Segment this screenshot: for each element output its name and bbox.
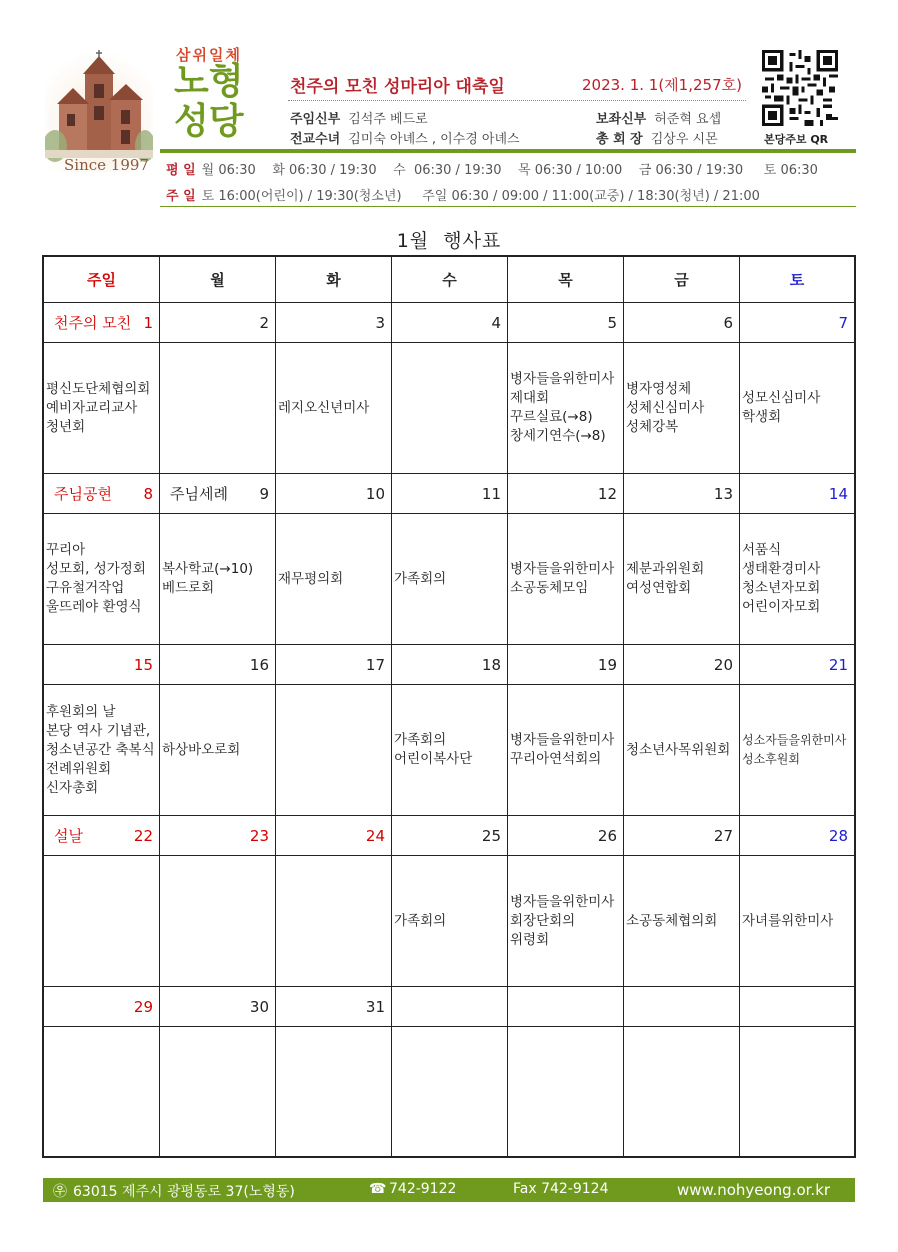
date-number: 8 <box>143 484 153 503</box>
event-cell <box>508 514 624 645</box>
day-header-sat: 토 <box>740 257 854 303</box>
footer-bar <box>43 1178 855 1202</box>
date-cell <box>624 303 740 343</box>
date-cell <box>508 474 624 514</box>
event-cell <box>44 856 160 987</box>
date-cell <box>508 303 624 343</box>
event-list: 복사학교(→10) 베드로회 <box>162 561 254 596</box>
feast-name: 주님공현 <box>54 485 112 503</box>
staff-pastor <box>290 108 428 127</box>
date-number: 29 <box>133 997 153 1016</box>
event-cell <box>160 343 276 474</box>
sunday-mass-times <box>166 185 760 204</box>
event-cell <box>392 514 508 645</box>
event-list: 후원회의 날 본당 역사 기념관, 청소년공간 축복식 전례위원회 신자총회 <box>46 703 155 796</box>
date-cell <box>160 816 276 856</box>
sunday-mass-schedule: 토 16:00(어린이) / 19:30(청소년) 주일 06:30 / 09:00 / 11:00(교중) / 18:30(청년) / 21:00 <box>201 189 760 204</box>
date-number: 30 <box>249 997 269 1016</box>
date-cell <box>740 816 854 856</box>
event-cell <box>392 685 508 816</box>
staff-assistant <box>596 108 721 127</box>
day-header-wed: 수 <box>392 257 508 303</box>
date-number: 18 <box>481 655 501 674</box>
day-header-thu: 목 <box>508 257 624 303</box>
weekday-mass-times <box>166 159 818 178</box>
event-cell <box>624 343 740 474</box>
motto: 삼위일체 <box>176 46 242 64</box>
church-name-line1: 노형 <box>174 61 244 102</box>
date-number: 27 <box>713 826 733 845</box>
event-cell <box>276 514 392 645</box>
date-number: 2 <box>259 313 269 332</box>
since-year: Since 1997 <box>64 156 149 174</box>
feast-title: 천주의 모친 성마리아 대축일 <box>290 77 505 97</box>
event-list: 성소자들을위한미사 성소후원회 <box>742 733 847 766</box>
feast-name: 주님세례 <box>170 485 228 503</box>
event-cell <box>508 343 624 474</box>
date-number: 11 <box>481 484 501 503</box>
day-header-mon: 월 <box>160 257 276 303</box>
date-number: 25 <box>481 826 501 845</box>
date-number: 17 <box>365 655 385 674</box>
date-number: 28 <box>828 826 848 845</box>
date-number: 20 <box>713 655 733 674</box>
monthly-event-calendar <box>42 255 856 1158</box>
date-number: 31 <box>365 997 385 1016</box>
event-cell <box>160 514 276 645</box>
date-cell <box>392 303 508 343</box>
sunday-mass-label: 주 일 <box>166 189 196 204</box>
date-number: 16 <box>249 655 269 674</box>
date-cell <box>276 816 392 856</box>
date-cell <box>44 474 160 514</box>
event-cell <box>740 343 854 474</box>
date-cell <box>740 987 854 1027</box>
date-cell <box>276 474 392 514</box>
day-header-tue: 화 <box>276 257 392 303</box>
qr-label: 본당주보 QR <box>764 133 829 146</box>
date-cell <box>624 987 740 1027</box>
date-number: 4 <box>491 313 501 332</box>
event-cell <box>160 685 276 816</box>
event-cell <box>392 1027 508 1158</box>
staff-value: 김상우 시몬 <box>650 132 718 147</box>
date-cell <box>44 303 160 343</box>
event-cell <box>624 1027 740 1158</box>
event-cell <box>160 1027 276 1158</box>
event-cell <box>44 514 160 645</box>
date-number: 3 <box>375 313 385 332</box>
date-cell <box>392 645 508 685</box>
date-number: 26 <box>597 826 617 845</box>
date-number: 15 <box>133 655 153 674</box>
staff-value: 허준혁 요셉 <box>654 112 722 127</box>
event-cell <box>740 685 854 816</box>
date-number: 5 <box>607 313 617 332</box>
date-cell <box>392 816 508 856</box>
event-list: 가족회의 <box>394 912 447 929</box>
event-cell <box>44 343 160 474</box>
date-cell <box>740 645 854 685</box>
weekday-mass-label: 평 일 <box>166 163 196 178</box>
event-cell <box>740 1027 854 1158</box>
event-list: 꾸리아 성모회, 성가정회 구유철거작업 울뜨레야 환영식 <box>46 542 146 615</box>
feast-name: 천주의 모친 <box>54 314 132 332</box>
date-number: 14 <box>828 484 848 503</box>
date-number: 12 <box>597 484 617 503</box>
date-cell <box>508 645 624 685</box>
event-list: 병자들을위한미사 회장단회의 위령회 <box>510 893 615 948</box>
event-list: 병자영성체 성체신심미사 성체강복 <box>626 380 705 435</box>
event-list: 서품식 생태환경미사 청소년자모회 어린이자모회 <box>742 542 821 615</box>
event-cell <box>740 856 854 987</box>
event-cell <box>44 685 160 816</box>
date-cell <box>624 474 740 514</box>
event-cell <box>740 514 854 645</box>
event-cell <box>276 343 392 474</box>
date-cell <box>160 987 276 1027</box>
weekday-mass-schedule: 월 06:30 화 06:30 / 19:30 수 06:30 / 19:30 목 06:30 / 10:00 금 06:30 / 19:30 토 06:30 <box>201 163 818 178</box>
staff-label: 보좌신부 <box>596 112 647 127</box>
header-green-bar <box>160 149 856 153</box>
website-link[interactable]: www.nohyeong.or.kr <box>677 1181 831 1199</box>
date-number: 24 <box>365 826 385 845</box>
staff-president <box>596 128 718 147</box>
date-cell <box>276 987 392 1027</box>
day-header-sun: 주일 <box>44 257 160 303</box>
date-cell <box>160 303 276 343</box>
event-list: 레지오신년미사 <box>278 399 370 416</box>
date-number: 23 <box>249 826 269 845</box>
event-cell <box>624 856 740 987</box>
event-cell <box>508 685 624 816</box>
staff-label: 전교수녀 <box>290 132 341 147</box>
event-list: 가족회의 <box>394 570 447 587</box>
date-number: 21 <box>828 655 848 674</box>
church-building-illustration <box>45 50 153 172</box>
date-cell <box>508 987 624 1027</box>
event-list: 자녀를위한미사 <box>742 912 834 929</box>
event-cell <box>392 856 508 987</box>
event-list: 병자들을위한미사 소공동체모임 <box>510 561 615 596</box>
date-cell <box>160 474 276 514</box>
event-list: 제분과위원회 여성연합회 <box>626 561 705 596</box>
event-list: 평신도단체협의회 예비자교리교사 청년회 <box>46 380 151 435</box>
date-cell <box>740 474 854 514</box>
date-cell <box>740 303 854 343</box>
date-number: 6 <box>723 313 733 332</box>
date-number: 7 <box>838 313 848 332</box>
date-cell <box>44 816 160 856</box>
phone-icon: ☎ <box>369 1181 387 1197</box>
phone-number[interactable]: 742-9122 <box>389 1181 457 1197</box>
event-cell <box>276 685 392 816</box>
event-list: 소공동체협의회 <box>626 912 718 929</box>
date-number: 10 <box>365 484 385 503</box>
header-divider <box>160 206 856 207</box>
date-cell <box>276 303 392 343</box>
staff-value: 김석주 베드로 <box>348 112 428 127</box>
event-cell <box>392 343 508 474</box>
date-cell <box>624 645 740 685</box>
staff-sisters <box>290 128 520 147</box>
date-cell <box>508 816 624 856</box>
date-cell <box>276 645 392 685</box>
event-list: 가족회의 어린이복사단 <box>394 732 473 767</box>
event-cell <box>44 1027 160 1158</box>
staff-value: 김미숙 아녜스 , 이수경 아녜스 <box>348 132 520 147</box>
issue-date: 2023. 1. 1(제1,257호) <box>582 76 742 94</box>
date-cell <box>392 474 508 514</box>
event-cell <box>276 1027 392 1158</box>
date-cell <box>44 987 160 1027</box>
date-cell <box>392 987 508 1027</box>
calendar-title: 1월 행사표 <box>396 230 502 252</box>
event-cell <box>276 856 392 987</box>
staff-label: 총 회 장 <box>596 132 643 147</box>
qr-code[interactable] <box>762 50 838 126</box>
date-number: 9 <box>259 484 269 503</box>
staff-label: 주임신부 <box>290 112 341 127</box>
event-cell <box>508 856 624 987</box>
fax-number: Fax 742-9124 <box>513 1181 609 1197</box>
event-list: 병자들을위한미사 꾸리아연석회의 <box>510 732 615 767</box>
event-cell <box>508 1027 624 1158</box>
event-list: 성모신심미사 학생회 <box>742 390 821 425</box>
date-cell <box>44 645 160 685</box>
event-list: 청소년사목위원회 <box>626 741 731 758</box>
postal-icon: ㉾ <box>53 1184 67 1200</box>
date-cell <box>160 645 276 685</box>
address: 63015 제주시 광평동로 37(노형동) <box>73 1184 295 1200</box>
event-list: 하상바오로회 <box>162 741 241 758</box>
feast-name: 설날 <box>54 827 83 845</box>
date-number: 19 <box>597 655 617 674</box>
date-number: 1 <box>143 313 153 332</box>
date-number: 22 <box>133 826 153 845</box>
dotted-divider <box>288 100 746 101</box>
event-list: 병자들을위한미사 제대회 꾸르실료(→8) 창세기연수(→8) <box>510 371 615 444</box>
church-name-line2: 성당 <box>174 101 244 142</box>
event-cell <box>624 514 740 645</box>
date-cell <box>624 816 740 856</box>
event-cell <box>624 685 740 816</box>
day-header-fri: 금 <box>624 257 740 303</box>
date-number: 13 <box>713 484 733 503</box>
event-cell <box>160 856 276 987</box>
event-list: 재무평의회 <box>278 570 344 587</box>
